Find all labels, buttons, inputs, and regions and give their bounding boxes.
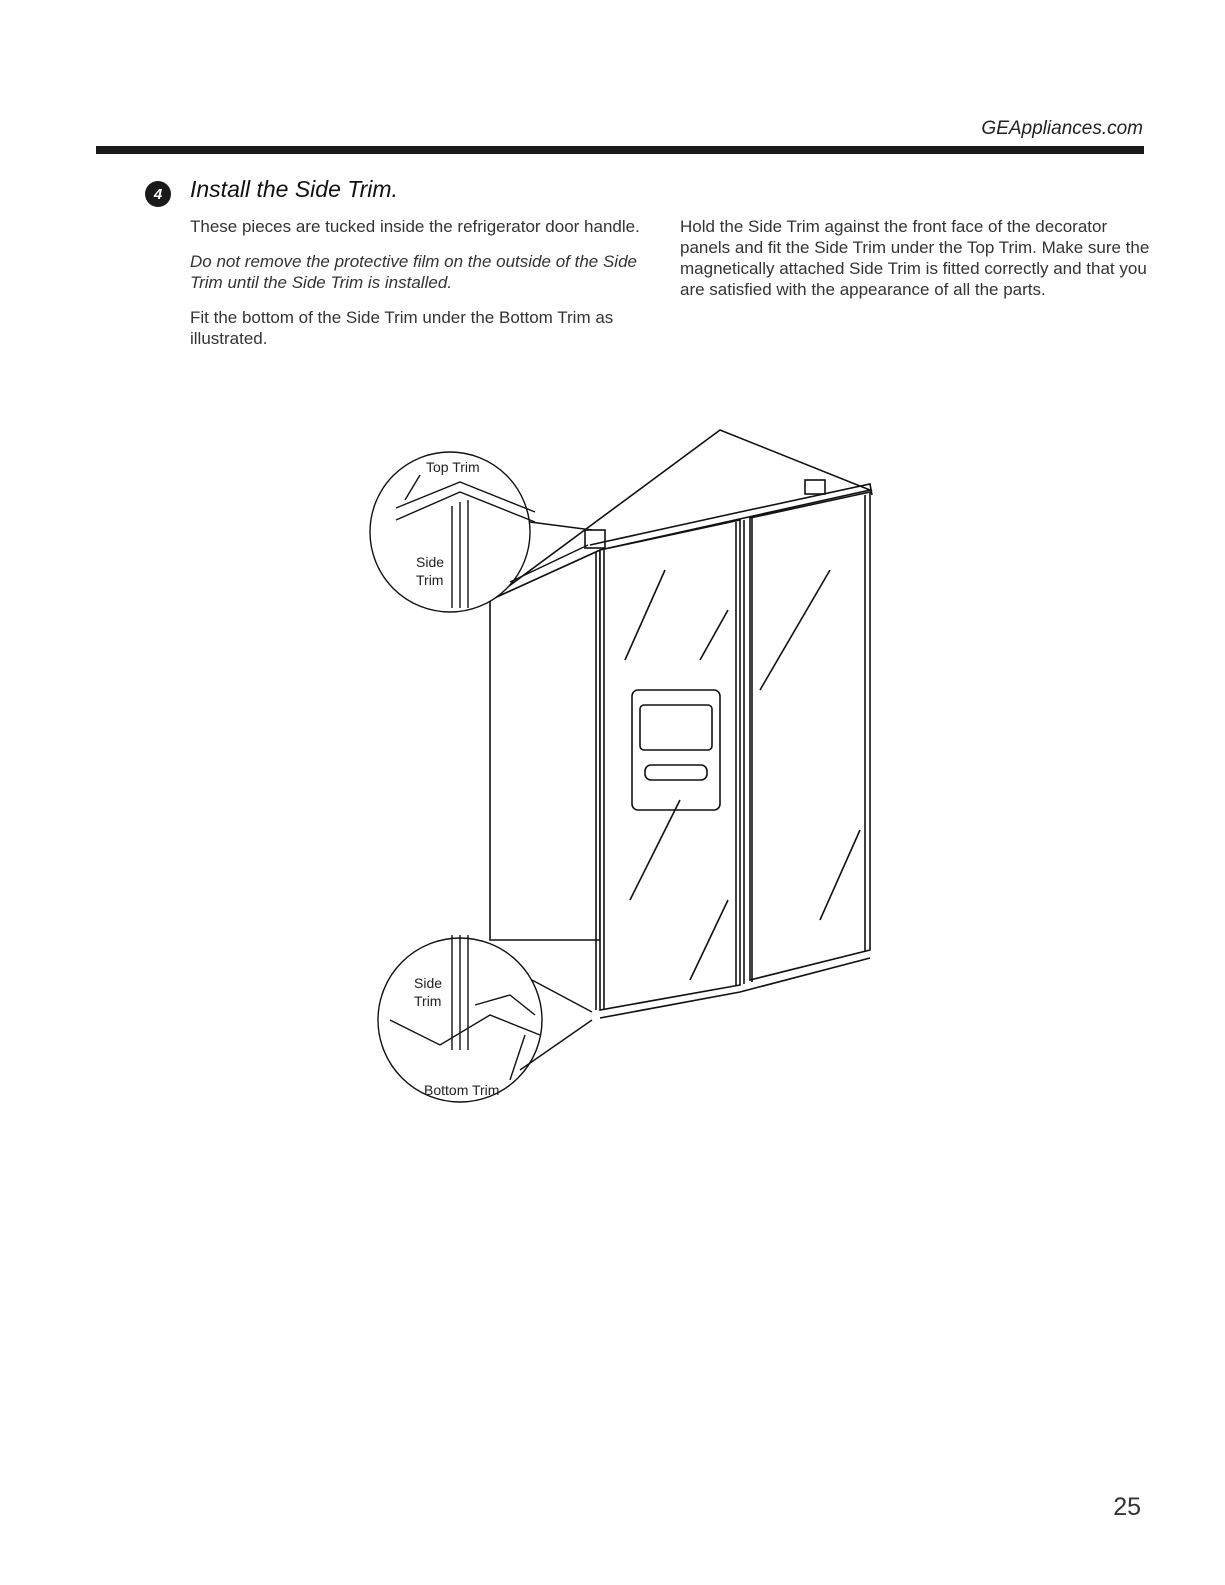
side-trim-top-label-2: Trim (416, 572, 444, 588)
header-rule (96, 146, 1144, 154)
step-number-badge: 4 (145, 181, 171, 207)
refrigerator-diagram (360, 420, 900, 1110)
fresh-food-door (750, 492, 870, 980)
paragraph-handle: These pieces are tucked inside the refrigerator door handle. (190, 217, 640, 236)
cabinet-side (490, 550, 600, 940)
top-trim-label: Top Trim (426, 459, 480, 475)
left-column (190, 216, 650, 363)
paragraph-protective-film: Do not remove the protective film on the outside of the Side Trim until the Side Trim is installed. (190, 252, 637, 292)
paragraph-hold-side-trim: Hold the Side Trim against the front face of the decorator panels and fit the Side Trim under the Top Trim. Make sure the magnetically attached Side Trim is fitted correctly and that you are satisfied with the appearance of all the parts. (680, 217, 1150, 299)
right-column (680, 216, 1150, 314)
side-trim-bottom-label-1: Side (414, 975, 443, 991)
side-trim-top-label-1: Side (416, 554, 445, 570)
site-url: GEAppliances.com (981, 118, 1143, 139)
bottom-trim-callout (378, 935, 592, 1102)
side-trim-bottom-label-2: Trim (414, 993, 442, 1009)
bottom-trim-label: Bottom Trim (424, 1082, 500, 1098)
page-number: 25 (1113, 1493, 1141, 1521)
paragraph-bottom-fit: Fit the bottom of the Side Trim under the Bottom Trim as illustrated. (190, 308, 614, 348)
refrigerator-illustration (360, 420, 900, 1110)
section-title: Install the Side Trim. (190, 176, 398, 202)
